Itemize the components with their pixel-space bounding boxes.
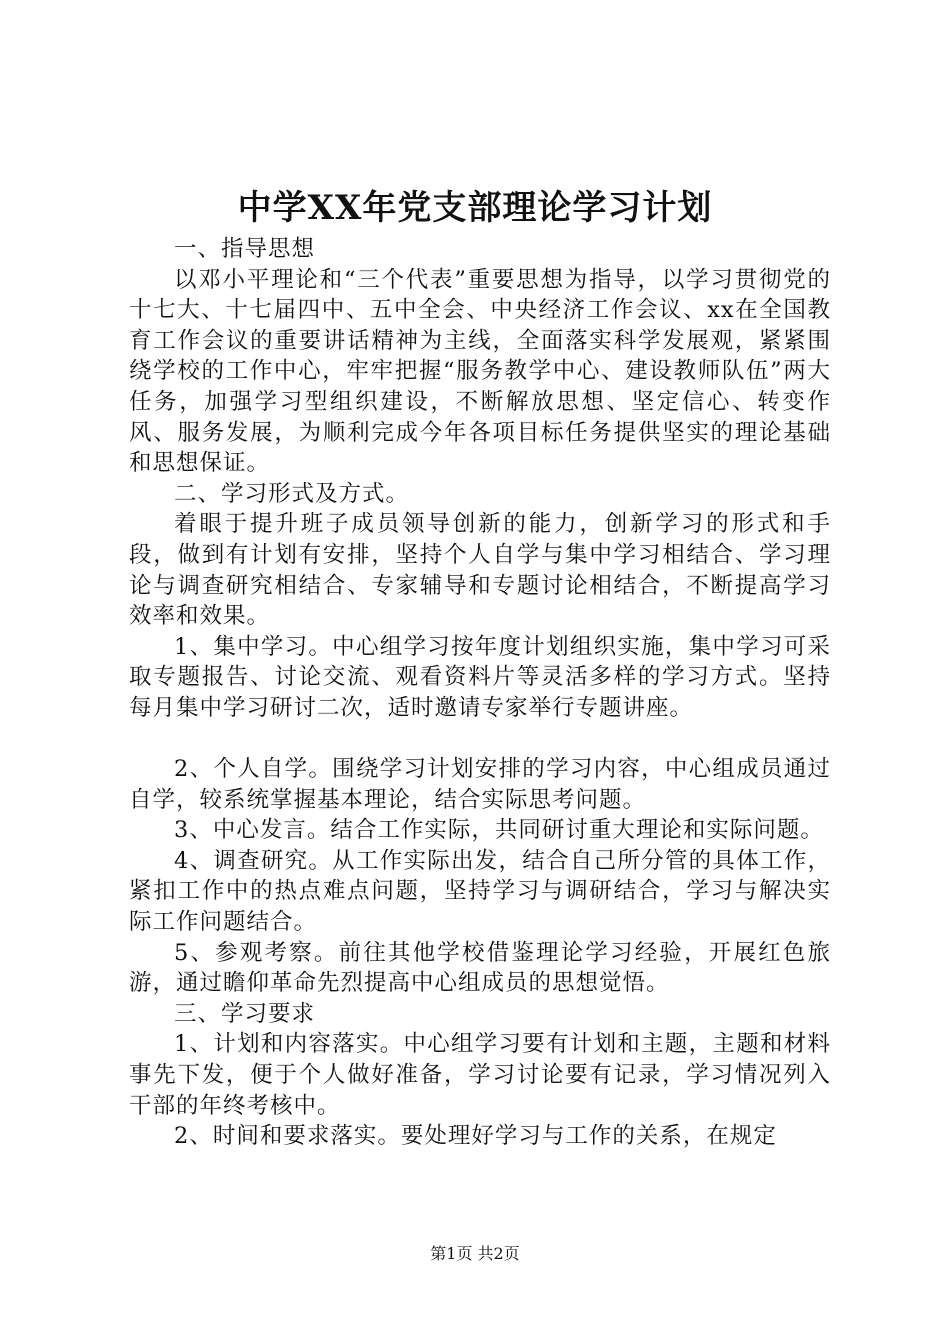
paragraph-center-speech: 3、中心发言。结合工作实际，共同研讨重大理论和实际问题。: [174, 817, 824, 844]
paragraph-visits: 5、参观考察。前往其他学校借鉴理论学习经验，开展红色旅游，通过瞻仰革命先烈提高中心组成员的思想觉悟。: [129, 939, 831, 997]
paragraph-self-study: 2、个人自学。围绕学习计划安排的学习内容，中心组成员通过自学，较系统掌握基本理论，结合实际思考问题。: [129, 756, 831, 813]
section-heading-guiding-ideology: 一、指导思想: [174, 236, 316, 262]
blank-line: [129, 724, 831, 755]
paragraph-time-requirements: 2、时间和要求落实。要处理好学习与工作的关系，在规定: [174, 1123, 777, 1150]
document-title: 中学XX年党支部理论学习计划: [237, 188, 713, 228]
paragraph-study-forms: 着眼于提升班子成员领导创新的能力，创新学习的形式和手段，做到有计划有安排，坚持个人自学与集中学习相结合、学习理论与调查研究相结合、专家辅导和专题讨论相结合，不断提高学习效率和效果。: [129, 511, 831, 630]
section-heading-study-forms: 二、学习形式及方式。: [174, 480, 410, 507]
paragraph-centralized-study: 1、集中学习。中心组学习按年度计划组织实施，集中学习可采取专题报告、讨论交流、观看资料片等灵活多样的学习方式。坚持每月集中学习研讨二次，适时邀请专家举行专题讲座。: [129, 633, 831, 721]
page-number-footer: 第1页 共2页: [430, 1244, 520, 1263]
document-body: [129, 234, 831, 1152]
paragraph-guiding-ideology: 以邓小平理论和“三个代表”重要思想为指导，以学习贯彻党的十七大、十七届四中、五中全会、中央经济工作会议、xx在全国教育工作会议的重要讲话精神为主线，全面落实科学发展观，紧紧围绕学校的工作中心，牢牢把握“服务教学中心、建设教师队伍”两大任务，加强学习型组织建设，不断解放思想、坚定信心、转变作风、服务发展，为顺利完成今年各项目标任务提供坚实的理论基础和思想保证。: [129, 266, 831, 477]
paragraph-plan-content: 1、计划和内容落实。中心组学习要有计划和主题，主题和材料事先下发，便于个人做好准备，学习讨论要有记录，学习情况列入干部的年终考核中。: [129, 1031, 831, 1119]
paragraph-investigation: 4、调查研究。从工作实际出发，结合自己所分管的具体工作，紧扣工作中的热点难点问题，坚持学习与调研结合，学习与解决实际工作问题结合。: [129, 847, 831, 936]
section-heading-study-requirements: 三、学习要求: [174, 1000, 316, 1027]
